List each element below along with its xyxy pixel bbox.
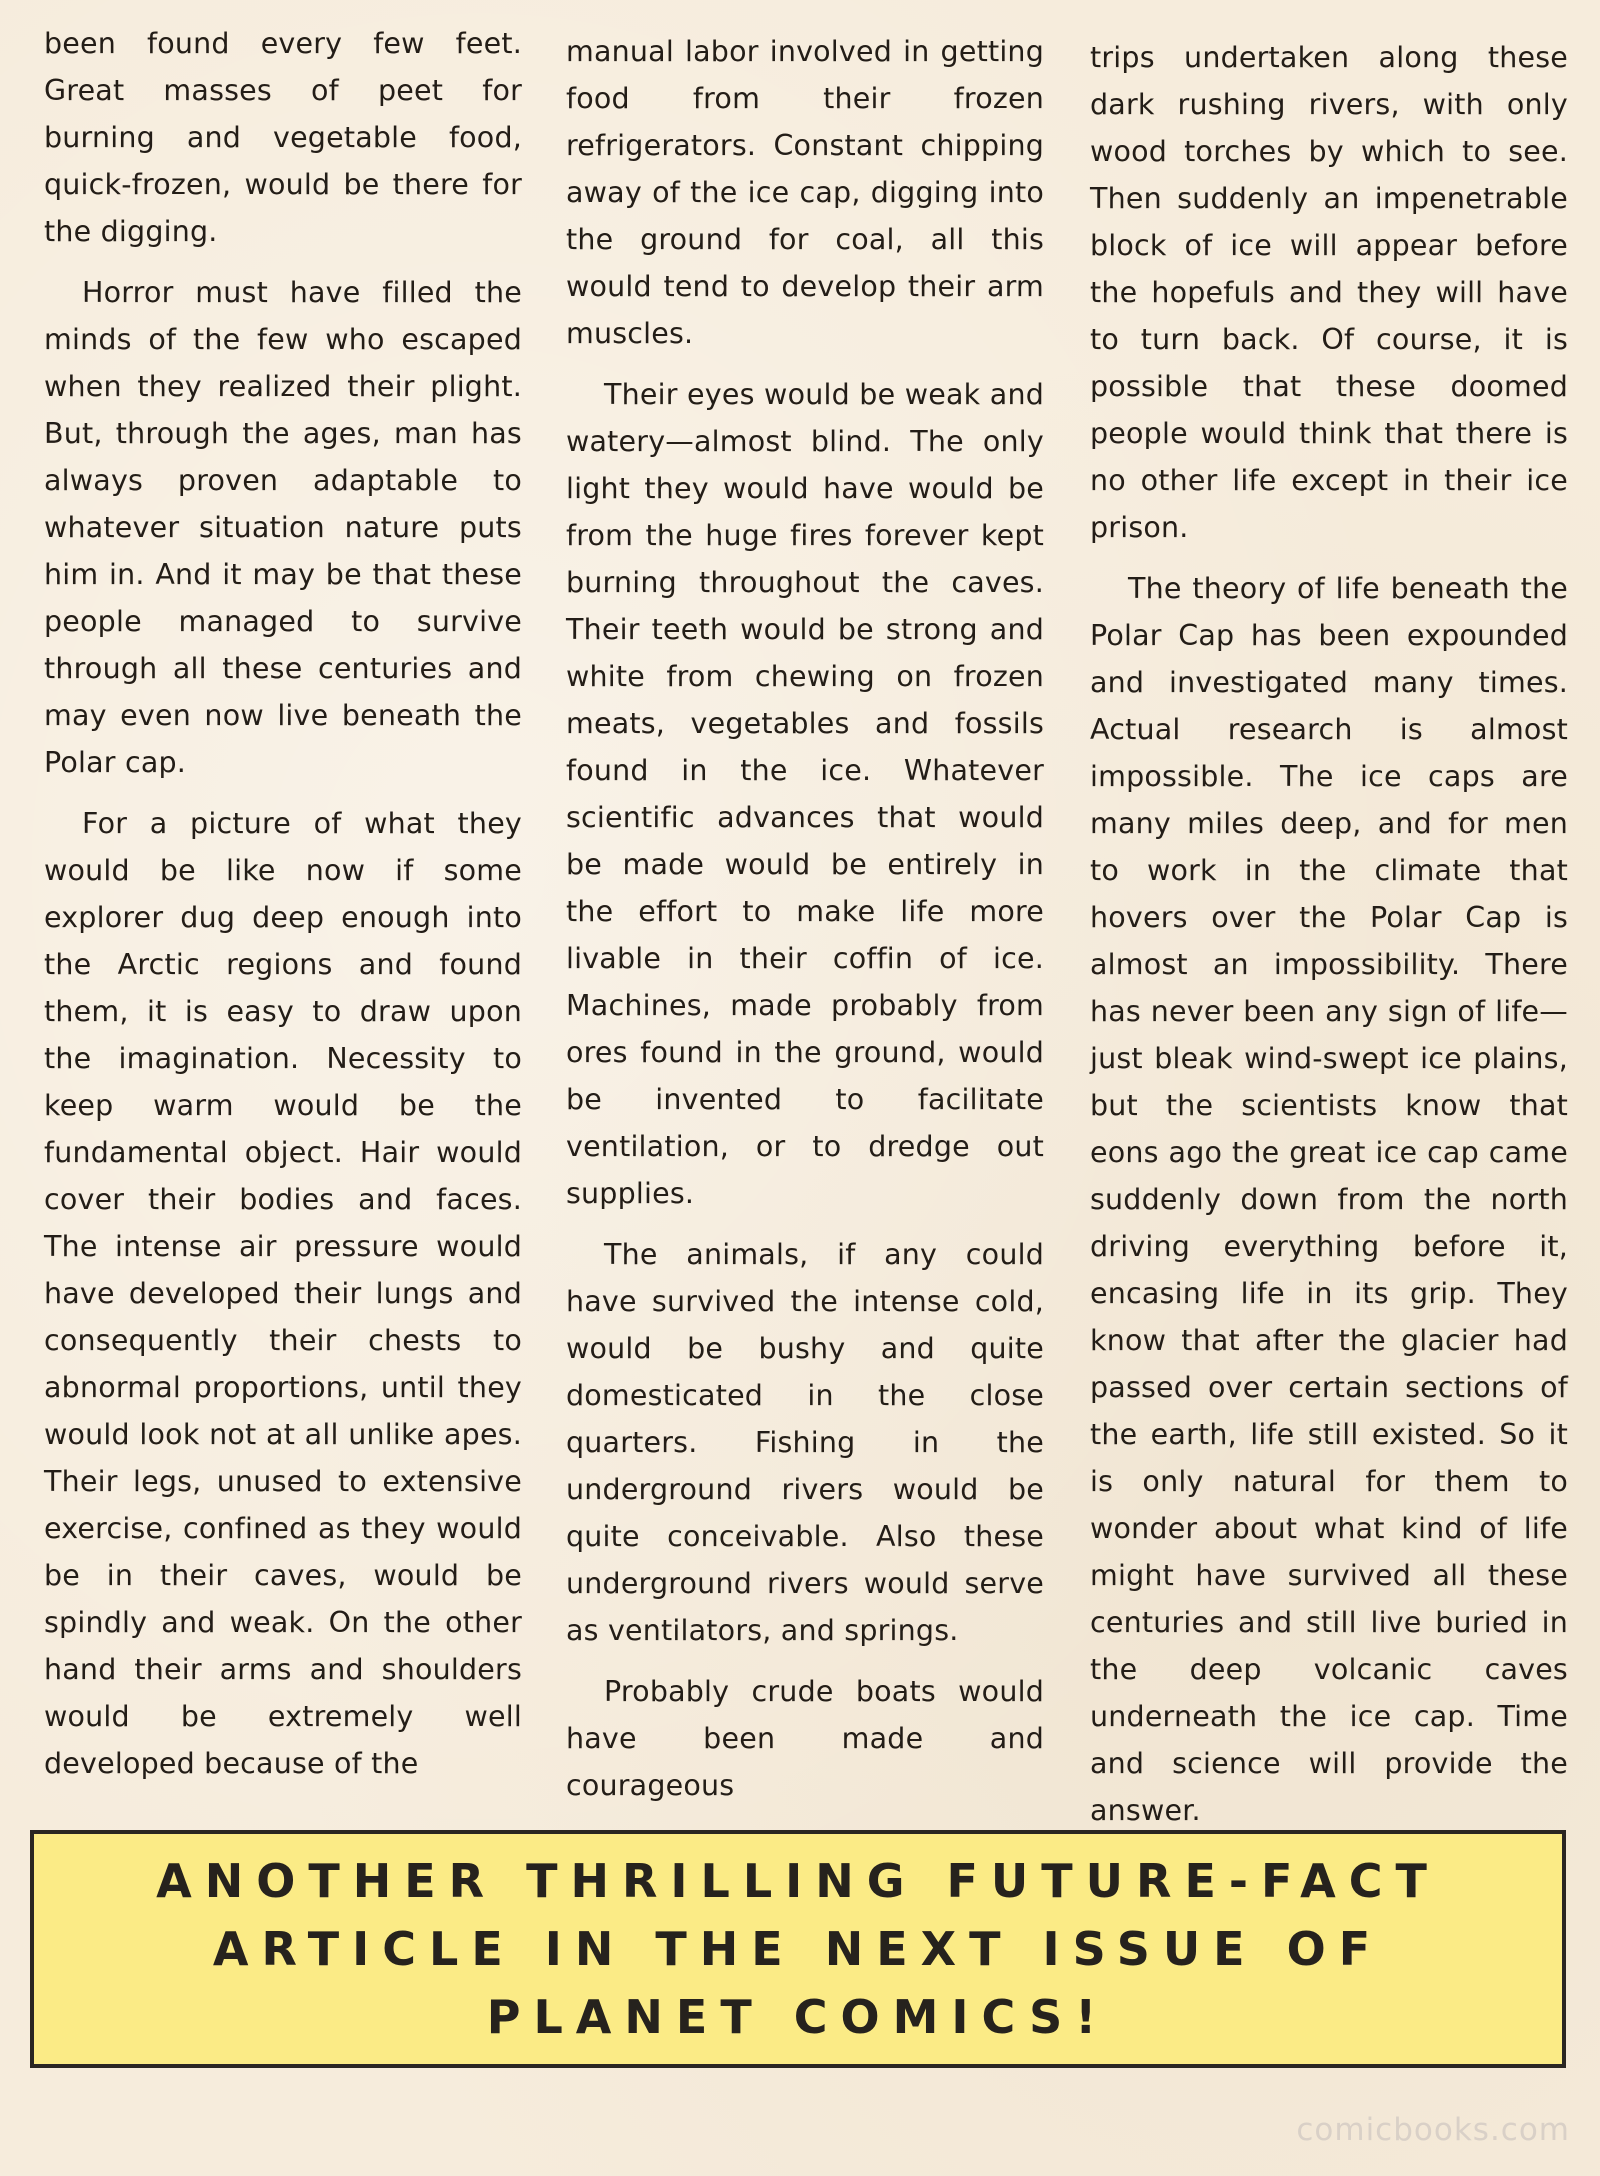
paragraph: trips undertaken along these dark rushing rivers, with only wood torches by which to see. Then suddenly an impenetrable block of ice will appear before the hopefuls and they will have to turn back. Of course, it is possible that these doomed people would think that there is no other life except in their ice prison. (1090, 41, 1568, 544)
paragraph: For a picture of what they would be like now if some explorer dug deep enough into the Arctic regions and found them, it is easy to draw upon the imagination. Necessity to keep warm would be the fundamental object. Hair would cover their bodies and faces. The intense air pressure would have developed their lungs and consequently their chests to abnormal proportions, until they would look not at all unlike apes. Their legs, unused to extensive exercise, confined as they would be in their caves, would be spindly and weak. On the other hand their arms and shoulders would be extremely well developed because of the (44, 807, 522, 1780)
paragraph: Their eyes would be weak and watery—almost blind. The only light they would have would be from the huge fires forever kept burning throughout the caves. Their teeth would be strong and white from chewing on frozen meats, vegetables and fossils found in the ice. Whatever scientific advances that would be made would be entirely in the effort to make life more livable in their coffin of ice. Machines, made probably from ores found in the ground, would be invented to facilitate ventilation, or to dredge out supplies. (566, 378, 1044, 1210)
paragraph: manual labor involved in getting food from their frozen refrigerators. Constant chipping away of the ice cap, digging into the ground for coal, all this would tend to develop their arm muscles. (566, 35, 1044, 350)
article-column-2 (566, 28, 1044, 1823)
banner-line-3: PLANET COMICS! (486, 1990, 1110, 2044)
paragraph: The theory of life beneath the Polar Cap has been expounded and investigated many times. Actual research is almost impossible. The ice caps are many miles deep, and for men to work in the climate that hovers over the Polar Cap is almost an impossibility. There has never been any sign of life—just bleak wind-swept ice plains, but the scientists know that eons ago the great ice cap came suddenly down from the north driving everything before it, encasing life in its grip. They know that after the glacier had passed over certain sections of the earth, life still existed. So it is only natural for them to wonder about what kind of life might have survived all these centuries and still live buried in the deep volcanic caves underneath the ice cap. Time and science will provide the answer. (1090, 572, 1568, 1827)
banner-line-1: ANOTHER THRILLING FUTURE-FACT (156, 1854, 1440, 1908)
paragraph: Horror must have filled the minds of the few who escaped when they realized their plight. But, through the ages, man has always proven adaptable to whatever situation nature puts him in. And it may be that these people managed to survive through all these centuries and may even now live beneath the Polar cap. (44, 276, 522, 779)
article-column-3 (1090, 34, 1568, 1848)
paragraph: been found every few feet. Great masses of peet for burning and vegetable food, quick-frozen, would be there for the digging. (44, 27, 522, 248)
next-issue-banner (30, 1830, 1566, 2068)
paragraph: Probably crude boats would have been made and courageous (566, 1675, 1044, 1802)
banner-line-2: ARTICLE IN THE NEXT ISSUE OF (212, 1922, 1384, 1976)
site-watermark: comicbooks.com (1296, 2112, 1570, 2148)
article-column-1 (44, 20, 522, 1801)
paragraph: The animals, if any could have survived the intense cold, would be bushy and quite domesticated in the close quarters. Fishing in the underground rivers would be quite conceivable. Also these underground rivers would serve as ventilators, and springs. (566, 1238, 1044, 1647)
